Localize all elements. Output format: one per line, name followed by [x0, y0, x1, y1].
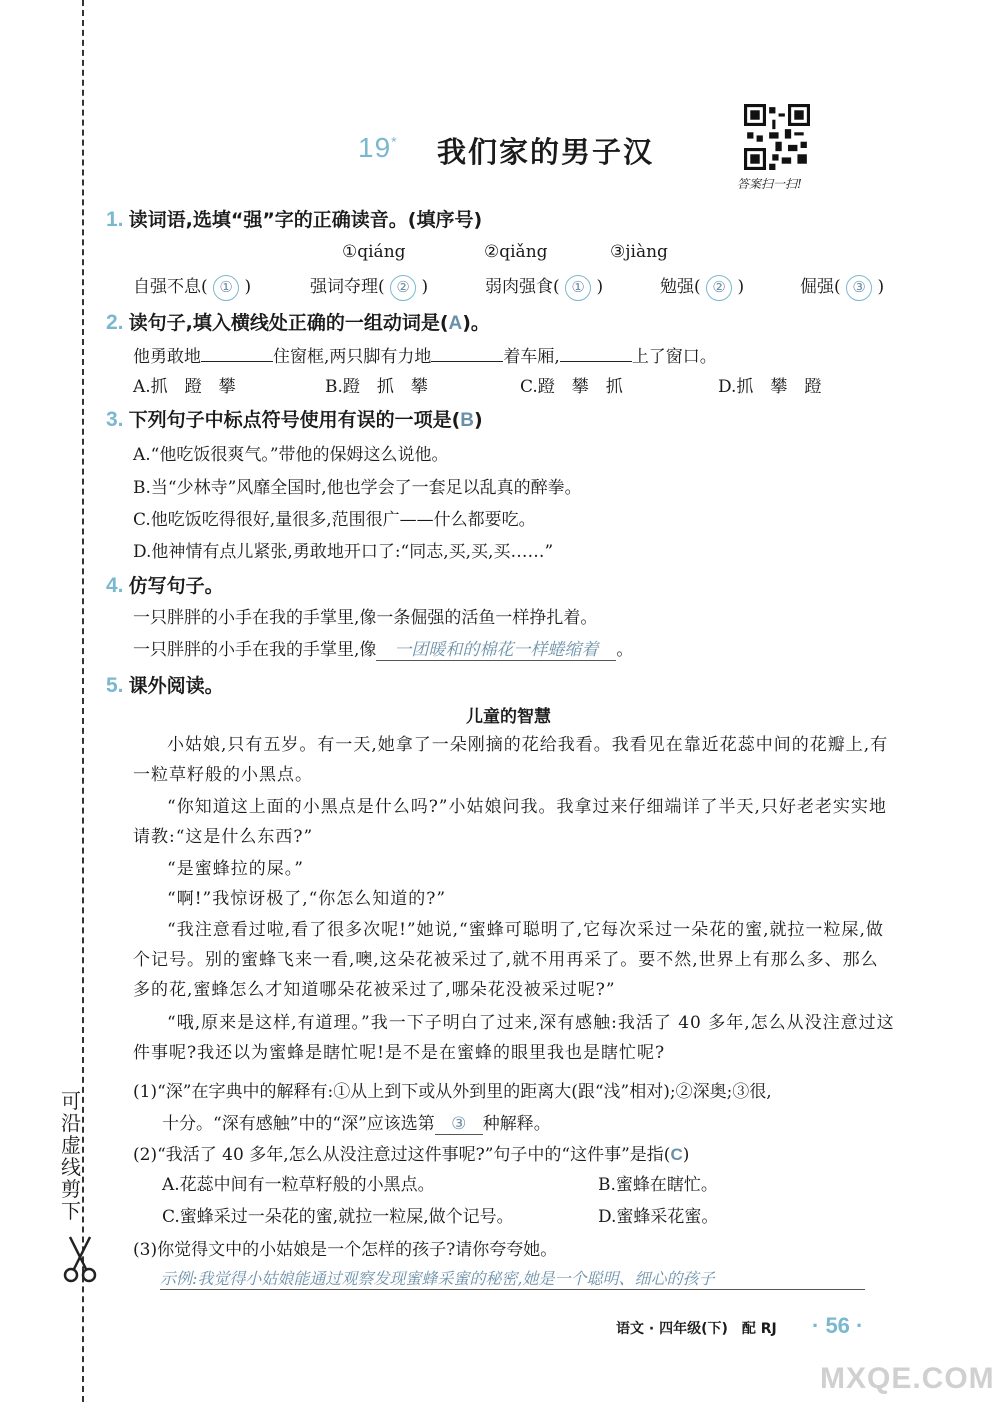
answer-mark: ②	[706, 275, 732, 301]
pinyin-option: ①qiáng	[342, 242, 406, 262]
qr-caption: 答案扫一扫!	[737, 177, 802, 191]
question-1-heading	[106, 205, 482, 232]
choice-a: A.“他吃饭很爽气。”带他的保姆这么说他。	[133, 445, 449, 465]
word-item: 倔强( ③ )	[800, 272, 884, 301]
choice-d: D.蜜蜂采花蜜。	[598, 1207, 719, 1227]
answer-mark: B	[460, 410, 475, 431]
choice-d: D.抓 攀 蹬	[718, 377, 822, 397]
cut-dashed-line	[82, 0, 84, 1402]
choice-a: A.花蕊中间有一粒草籽般的小黑点。	[162, 1175, 435, 1195]
question-5-heading: 5. 课外阅读。	[106, 674, 224, 697]
cut-note: 可沿虚线剪下	[61, 1089, 81, 1223]
footer-subject: 语文 · 四年级(下) 配 RJ	[616, 1321, 777, 1337]
choice-a: A.抓 蹬 攀	[133, 377, 236, 397]
choice-d: D.他神情有点儿紧张,勇敢地开口了:“同志,买,买,买……”	[133, 542, 554, 562]
page-number: · 56 ·	[812, 1313, 864, 1338]
question-number: 1.	[106, 208, 124, 231]
sub-question-3: (3)你觉得文中的小姑娘是一个怎样的孩子?请你夸夸她。	[133, 1240, 558, 1260]
sub-question-2: (2)“我活了 40 多年,怎么从没注意过这件事呢?”句子中的“这件事”是指(C)	[133, 1145, 690, 1165]
blank[interactable]	[431, 343, 503, 362]
example-sentence: 一只胖胖的小手在我的手掌里,像一条倔强的活鱼一样挣扎着。	[133, 608, 598, 628]
sub-question-1-line2: 十分。“深有感触”中的“深”应该选第 ③ 种解释。	[162, 1114, 551, 1134]
qr-code-icon[interactable]	[744, 104, 810, 170]
scissors-icon	[60, 1235, 100, 1285]
answer-mark: ②	[390, 275, 416, 301]
question-prompt: 读词语,选填“强”字的正确读音。(填序号)	[128, 209, 483, 231]
question-3-heading: 3. 下列句子中标点符号使用有误的一项是(B)	[106, 408, 483, 431]
choice-b: B.蜜蜂在瞎忙。	[598, 1175, 718, 1195]
answer-mark: C	[670, 1145, 683, 1164]
word-item: 勉强( ② )	[660, 272, 744, 301]
lesson-number: 19*	[358, 132, 398, 163]
sentence-with-blanks: 他勇敢地 住窗框,两只脚有力地 着车厢, 上了窗口。	[133, 342, 717, 367]
imitation-sentence: 一只胖胖的小手在我的手掌里,像 一团暖和的棉花一样蜷缩着 。	[133, 635, 633, 661]
watermark: MXQE.COM	[820, 1362, 995, 1395]
question-2-heading: 2. 读句子,填入横线处正确的一组动词是(A)。	[106, 311, 490, 334]
pinyin-option: ②qiǎng	[484, 242, 548, 262]
word-item: 自强不息( ① )	[133, 272, 251, 301]
choice-c: C.蹬 攀 抓	[520, 377, 623, 397]
blank[interactable]	[560, 343, 632, 362]
answer-mark: ①	[213, 275, 239, 301]
question-4-heading: 4. 仿写句子。	[106, 574, 224, 597]
passage-paragraph: 小姑娘,只有五岁。有一天,她拿了一朵刚摘的花给我看。我看见在靠近花蕊中间的花瓣上,有一粒草籽般的小黑点。	[133, 735, 889, 785]
answer-mark: ③	[846, 275, 872, 301]
handwritten-answer[interactable]: 一团暖和的棉花一样蜷缩着	[376, 635, 616, 661]
passage-title: 儿童的智慧	[466, 707, 551, 727]
sub-question-1: (1)“深”在字典中的解释有:①从上到下或从外到里的距离大(跟“浅”相对);②深奥;③很,	[133, 1082, 772, 1102]
choice-c: C.蜜蜂采过一朵花的蜜,就拉一粒屎,做个记号。	[162, 1207, 514, 1227]
passage-paragraph: “你知道这上面的小黑点是什么吗?”小姑娘问我。我拿过来仔细端详了半天,只好老老实实地请教:“这是什么东西?”	[133, 797, 887, 847]
blank[interactable]	[201, 343, 273, 362]
choice-b: B.当“少林寺”风靡全国时,他也学会了一套足以乱真的醉拳。	[133, 478, 582, 498]
handwritten-answer[interactable]: ③	[435, 1114, 483, 1135]
answer-mark: ①	[565, 275, 591, 301]
page-title: 我们家的男子汉	[437, 135, 655, 169]
passage-paragraph: “我注意看过啦,看了很多次呢!”她说,“蜜蜂可聪明了,它每次采过一朵花的蜜,就拉一粒屎,做个记号。别的蜜蜂飞来一看,噢,这朵花被采过了,就不用再采了。要不然,世界上有那么多、那么多的花,蜜蜂怎么才知道哪朵花被采过了,哪朵花没被采过呢?”	[133, 920, 884, 1000]
passage-paragraph: “是蜜蜂拉的屎。”	[167, 859, 304, 879]
choice-b: B.蹬 抓 攀	[325, 377, 428, 397]
choice-c: C.他吃饭吃得很好,量很多,范围很广——什么都要吃。	[133, 510, 536, 530]
answer-mark: A	[448, 313, 463, 334]
word-item: 弱肉强食( ① )	[485, 272, 603, 301]
pinyin-option: ③jiàng	[610, 242, 668, 262]
word-item: 强词夺理( ② )	[310, 272, 428, 301]
handwritten-answer[interactable]: 示例:我觉得小姑娘能通过观察发现蜜蜂采蜜的秘密,她是一个聪明、细心的孩子	[160, 1266, 865, 1290]
passage-paragraph: “啊!”我惊讶极了,“你怎么知道的?”	[167, 889, 447, 909]
passage-paragraph: “哦,原来是这样,有道理。”我一下子明白了过来,深有感触:我活了 40 多年,怎么从没注意过这件事呢?我还以为蜜蜂是瞎忙呢!是不是在蜜蜂的眼里我也是瞎忙呢?	[133, 1013, 895, 1063]
